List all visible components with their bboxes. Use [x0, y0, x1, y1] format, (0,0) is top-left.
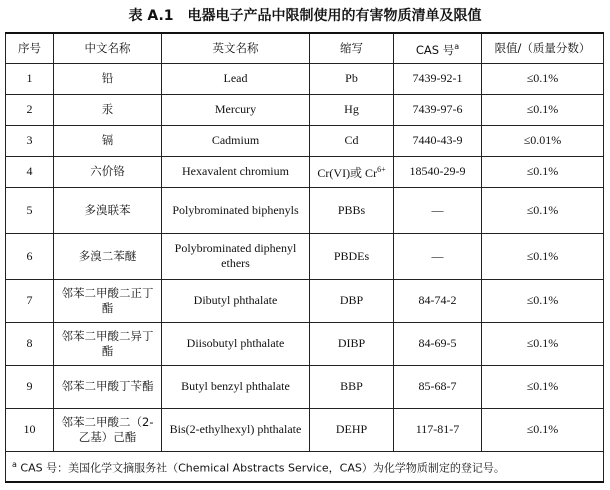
- header-seq: 序号: [6, 33, 54, 63]
- table-row: [6, 187, 604, 233]
- cell-en: Bis(2-ethylhexyl) phthalate: [162, 408, 310, 451]
- header-cn-name: 中文名称: [54, 33, 162, 63]
- table-row: [6, 408, 604, 451]
- cell-cn: 邻苯二甲酸二（2-乙基）己酯: [54, 408, 162, 451]
- footnote-row: [6, 451, 604, 482]
- cell-cn: 多溴联苯: [54, 187, 162, 233]
- header-cas-label: CAS 号: [415, 42, 455, 57]
- cell-en: Polybrominated diphenyl ethers: [162, 233, 310, 279]
- cell-limit: ≤0.1%: [482, 187, 604, 233]
- header-abbr: 缩写: [310, 33, 394, 63]
- cell-limit: ≤0.1%: [482, 156, 604, 187]
- cell-en: Hexavalent chromium: [162, 156, 310, 187]
- cell-seq: 8: [6, 322, 54, 365]
- cell-abbr: PBBs: [310, 187, 394, 233]
- footnote: [6, 451, 604, 482]
- cell-cas: 85-68-7: [394, 365, 482, 408]
- cell-seq: 1: [6, 63, 54, 94]
- cell-cn: 六价铬: [54, 156, 162, 187]
- table-row: [6, 125, 604, 156]
- cell-en: Polybrominated biphenyls: [162, 187, 310, 233]
- cell-cn: 镉: [54, 125, 162, 156]
- table-row: [6, 322, 604, 365]
- cell-abbr: Cd: [310, 125, 394, 156]
- cell-abbr: DEHP: [310, 408, 394, 451]
- cell-cn: 多溴二苯醚: [54, 233, 162, 279]
- table-row: [6, 94, 604, 125]
- cell-seq: 6: [6, 233, 54, 279]
- cell-abbr: BBP: [310, 365, 394, 408]
- cell-en: Mercury: [162, 94, 310, 125]
- cell-limit: ≤0.01%: [482, 125, 604, 156]
- cell-cn: 铅: [54, 63, 162, 94]
- cell-en: Diisobutyl phthalate: [162, 322, 310, 365]
- header-cas-mark: a: [454, 41, 460, 51]
- cell-limit: ≤0.1%: [482, 365, 604, 408]
- header-row: [6, 33, 604, 63]
- cell-limit: ≤0.1%: [482, 233, 604, 279]
- hazardous-substances-table: [5, 32, 604, 483]
- cell-limit: ≤0.1%: [482, 63, 604, 94]
- cell-cas: 7439-97-6: [394, 94, 482, 125]
- cell-limit: ≤0.1%: [482, 94, 604, 125]
- cell-abbr: Hg: [310, 94, 394, 125]
- cell-abbr: DIBP: [310, 322, 394, 365]
- cell-seq: 9: [6, 365, 54, 408]
- table-row: [6, 63, 604, 94]
- cell-cas: 84-69-5: [394, 322, 482, 365]
- cell-seq: 7: [6, 279, 54, 322]
- cell-cn: 邻苯二甲酸丁苄酯: [54, 365, 162, 408]
- footnote-text: CAS 号：美国化学文摘服务社（Chemical Abstracts Service，CAS）为化学物质制定的登记号。: [20, 461, 505, 475]
- cell-abbr: DBP: [310, 279, 394, 322]
- table-title: 电器电子产品中限制使用的有害物质清单及限值: [187, 8, 482, 24]
- cell-limit: ≤0.1%: [482, 408, 604, 451]
- table-row: [6, 365, 604, 408]
- cell-abbr-text: Cr(VI)或 Cr: [317, 166, 378, 180]
- cell-seq: 10: [6, 408, 54, 451]
- cell-cas: 84-74-2: [394, 279, 482, 322]
- cell-en: Dibutyl phthalate: [162, 279, 310, 322]
- table-number: 表 A.1: [128, 8, 174, 24]
- cell-cn: 邻苯二甲酸二异丁酯: [54, 322, 162, 365]
- table-row: [6, 233, 604, 279]
- header-cas: [394, 33, 482, 63]
- cell-seq: 4: [6, 156, 54, 187]
- cell-en: Lead: [162, 63, 310, 94]
- cell-seq: 3: [6, 125, 54, 156]
- table-caption: [0, 0, 610, 30]
- footnote-mark: a: [12, 459, 17, 469]
- cell-abbr: [310, 156, 394, 187]
- cell-seq: 5: [6, 187, 54, 233]
- cell-cas: 18540-29-9: [394, 156, 482, 187]
- cell-abbr-sup: 6+: [377, 165, 386, 174]
- cell-limit: ≤0.1%: [482, 279, 604, 322]
- cell-limit: ≤0.1%: [482, 322, 604, 365]
- table-row: [6, 279, 604, 322]
- cell-en: Butyl benzyl phthalate: [162, 365, 310, 408]
- header-en-name: 英文名称: [162, 33, 310, 63]
- cell-cas: 117-81-7: [394, 408, 482, 451]
- table-row: [6, 156, 604, 187]
- header-limit: 限值/（质量分数）: [482, 33, 604, 63]
- cell-abbr: Pb: [310, 63, 394, 94]
- cell-en: Cadmium: [162, 125, 310, 156]
- cell-cas: —: [394, 233, 482, 279]
- cell-cas: 7440-43-9: [394, 125, 482, 156]
- cell-cn: 邻苯二甲酸二正丁酯: [54, 279, 162, 322]
- cell-cas: —: [394, 187, 482, 233]
- cell-cas: 7439-92-1: [394, 63, 482, 94]
- cell-seq: 2: [6, 94, 54, 125]
- cell-abbr: PBDEs: [310, 233, 394, 279]
- cell-cn: 汞: [54, 94, 162, 125]
